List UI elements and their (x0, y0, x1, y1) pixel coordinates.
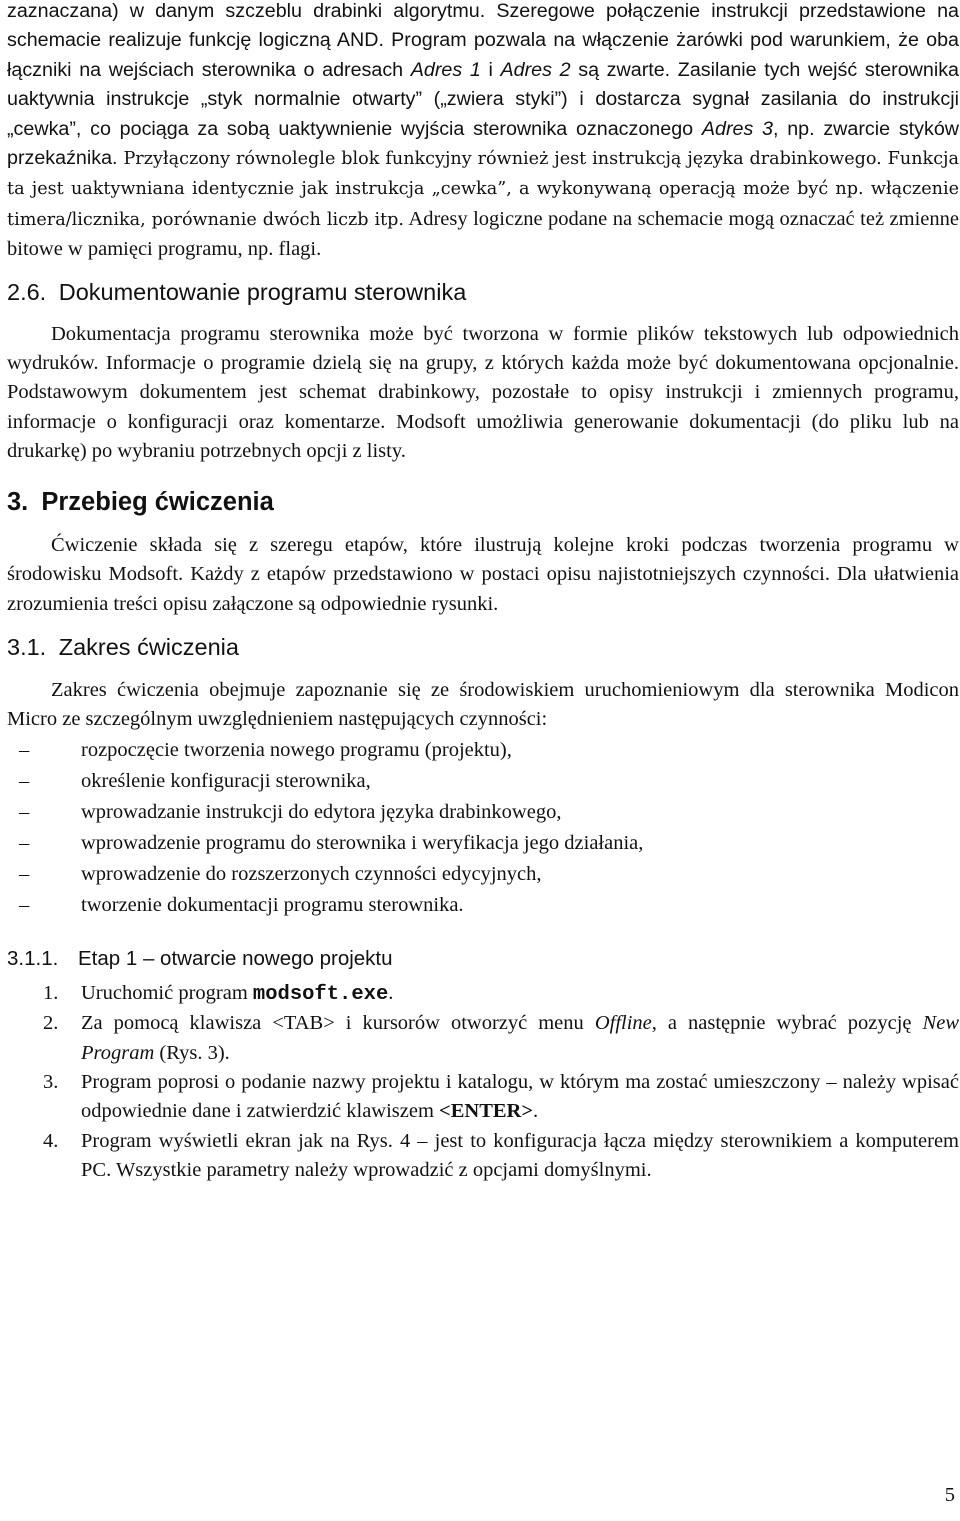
step-number: 1. (43, 981, 59, 1004)
list-item-text: wprowadzenie programu do sterownika i weryfikacja jego działania, (81, 831, 644, 854)
step-item (7, 1127, 959, 1186)
step-text: . (388, 981, 394, 1004)
dash-bullet: – (19, 862, 30, 885)
section-2-6-heading (7, 277, 959, 307)
steps-list (7, 979, 959, 1186)
section-title: Dokumentowanie programu sterownika (58, 278, 467, 305)
intro-sans-text (7, 0, 959, 169)
menu-name: Offline (594, 1012, 652, 1035)
enter-key: <ENTER> (439, 1100, 534, 1123)
intro-mid: i (480, 58, 501, 81)
dash-bullet: – (19, 800, 30, 823)
intro-line: zaznaczana) w danym szczeblu drabinki algorytmu. Szeregowe połączenie instrukcji przedstawione na schemacie realizuje funkcję logiczną AND. Program pozwala na włączenie żarówki pod warunkiem, że oba łączniki na wejściach sterownika o adresach (7, 0, 959, 81)
intro-serif-tail: Adresy logiczne podane na schemacie mogą oznaczać też zmienne bitowe w pamięci programu, np. flagi. (7, 207, 959, 261)
list-item (7, 766, 959, 797)
address-2: Adres 2 (500, 58, 571, 81)
list-item (7, 890, 959, 921)
step-text: . (533, 1100, 539, 1123)
address-3: Adres 3 (701, 117, 773, 140)
section-3-body: Ćwiczenie składa się z szeregu etapów, które ilustrują kolejne kroki podczas tworzenia programu w środowisku Modsoft. Każdy z etapów przedstawiono w postaci opisu najistotniejszych czynności. Dla ułatwienia zrozumienia treści opisu załączone są odpowiednie rysunki. (7, 533, 959, 615)
step-number: 2. (43, 1012, 59, 1035)
list-item-text: wprowadzanie instrukcji do edytora języka drabinkowego, (81, 800, 562, 823)
section-3-1-body: Zakres ćwiczenia obejmuje zapoznanie się ze środowiskiem uruchomieniowym dla sterownika Modicon Micro ze szczególnym uwzględnieniem następujących czynności: (7, 678, 959, 731)
section-title: Przebieg ćwiczenia (41, 487, 274, 516)
step-item (7, 979, 959, 1009)
list-item-text: tworzenie dokumentacji programu sterownika. (81, 893, 464, 916)
step-item (7, 1009, 959, 1068)
section-number: 3.1. (7, 633, 47, 660)
scope-list (7, 735, 959, 921)
program-filename: modsoft.exe (252, 982, 389, 1006)
section-3-heading (7, 487, 959, 517)
step-item (7, 1068, 959, 1127)
section-3-1-1-heading (7, 945, 959, 973)
list-item (7, 797, 959, 828)
section-3-1-heading (7, 632, 959, 662)
dash-bullet: – (19, 738, 30, 761)
page-number: 5 (944, 1484, 955, 1506)
list-item (7, 828, 959, 859)
step-number: 4. (43, 1129, 59, 1152)
section-number: 2.6. (7, 278, 47, 305)
section-title: Etap 1 – otwarcie nowego projektu (78, 946, 393, 970)
address-1: Adres 1 (410, 58, 481, 81)
list-item-text: wprowadzenie do rozszerzonych czynności edycyjnych, (81, 862, 542, 885)
list-item (7, 735, 959, 766)
intro-tail-2: , np. zwarcie styków przekaźnika. (7, 117, 959, 170)
step-text: Program wyświetli ekran jak na Rys. 4 – jest to konfiguracja łącza między sterownikiem a komputerem PC. Wszystkie parametry należy wprowadzić z opcjami domyślnymi. (81, 1129, 959, 1182)
document-page (7, 0, 959, 1186)
section-number: 3. (7, 487, 29, 516)
section-number: 3.1.1. (7, 946, 59, 970)
step-text: Uruchomić program (81, 981, 253, 1004)
dash-bullet: – (19, 893, 30, 916)
intro-tail: są zwarte. Zasilanie tych wejść sterownika uaktywnia instrukcje „styk normalnie otwarty” („zwiera styki”) i dostarcza sygnał zasilania do instrukcji „cewka”, co pociąga za sobą uaktywnienie wyjścia sterownika oznaczonego (7, 58, 959, 140)
intro-paragraph (7, 0, 959, 265)
section-2-6-body: Dokumentacja programu sterownika może być tworzona w formie plików tekstowych lub odpowiednich wydruków. Informacje o programie dzielą się na grupy, z których każda może być dokumentowana opcjonalnie. Podstawowym dokumentem jest schemat drabinkowy, pozostałe to opisy instrukcji i zmiennych programu, informacje o konfiguracji oraz komentarze. Modsoft umożliwia generowanie dokumentacji (do pliku lub na drukarkę) po wybraniu potrzebnych opcji z listy. (7, 322, 959, 463)
step-text: , a następnie wybrać pozycję (651, 1012, 923, 1035)
step-number: 3. (43, 1070, 59, 1093)
intro-serif-text: Przyłączony równolegle blok funkcyjny również jest instrukcją języka drabinkowego. Funkcja ta jest uaktywniana identycznie jak instrukcja „cewka”, a wykonywaną operacją może być np. włączenie timera/licznika, porównanie dwóch liczb itp. (7, 149, 959, 230)
step-text: (Rys. 3). (154, 1041, 230, 1064)
list-item-text: określenie konfiguracji sterownika, (81, 769, 371, 792)
section-title: Zakres ćwiczenia (58, 633, 239, 660)
list-item-text: rozpoczęcie tworzenia nowego programu (projektu), (81, 738, 512, 761)
menu-item-name: New Program (81, 1012, 959, 1064)
dash-bullet: – (19, 769, 30, 792)
list-item (7, 859, 959, 890)
step-text: Za pomocą klawisza <TAB> i kursorów otworzyć menu (81, 1012, 595, 1035)
dash-bullet: – (19, 831, 30, 854)
step-text: Program poprosi o podanie nazwy projektu i katalogu, w którym ma zostać umieszczony – należy wpisać odpowiednie dane i zatwierdzić klawiszem (81, 1070, 959, 1123)
